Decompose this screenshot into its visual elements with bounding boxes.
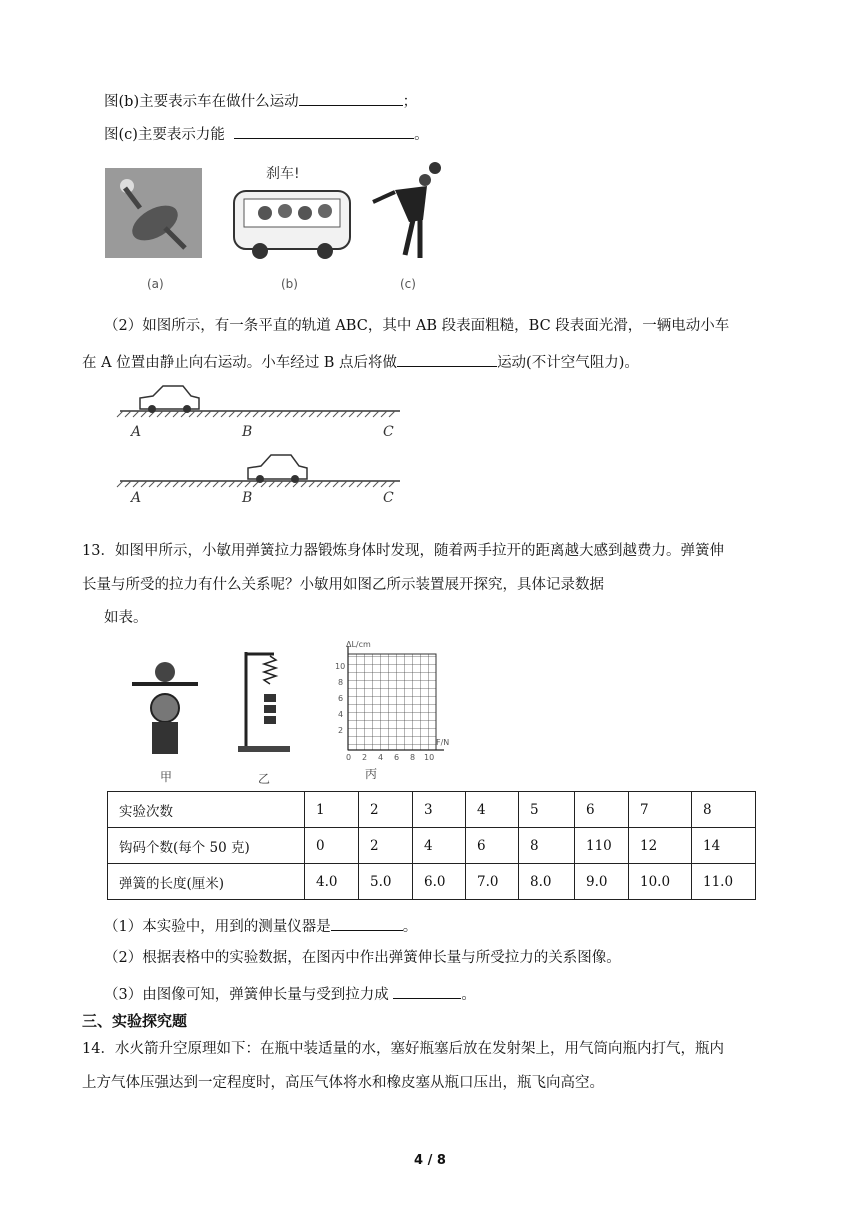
table-cell: 6	[466, 828, 519, 864]
bus-icon	[230, 163, 355, 263]
row-header: 弹簧的长度(厘米)	[108, 864, 305, 900]
empty-grid-graph	[332, 640, 452, 768]
answer-blank	[234, 122, 414, 139]
graph-x-tick: 10	[424, 753, 435, 762]
person-spring-expander-icon	[130, 656, 200, 756]
q13-sub3: （3）由图像可知，弹簧伸长量与受到拉力成 。	[104, 982, 476, 1005]
q12-c-line: 图(c)主要表示力能 。	[104, 122, 429, 145]
answer-blank	[299, 89, 403, 106]
table-row	[108, 864, 756, 900]
figure-jia-label: 甲	[160, 770, 173, 784]
table-cell: 0	[305, 828, 359, 864]
figure-b-bus	[230, 163, 355, 263]
graph-x-tick: 0	[346, 753, 352, 762]
graph-x-tick: 8	[410, 753, 416, 762]
spring-stand-icon	[238, 648, 290, 754]
figure-yi-label: 乙	[258, 772, 271, 786]
track2-label-c: C	[383, 490, 394, 506]
track-diagram	[115, 378, 405, 508]
graph-y-tick: 6	[338, 694, 344, 703]
graph-y-tick: 10	[335, 662, 346, 671]
table-cell: 9.0	[575, 864, 629, 900]
answer-blank	[397, 350, 497, 367]
table-cell: 14	[692, 828, 756, 864]
graph-y-tick: 8	[338, 678, 344, 687]
figure-c-header	[365, 160, 445, 265]
section-heading: 三、实验探究题	[82, 1012, 188, 1030]
q12-part2-line1: （2）如图所示，有一条平直的轨道 ABC，其中 AB 段表面粗糙，BC 段表面光滑，一辆电动小车	[104, 318, 730, 334]
table-cell: 6	[575, 792, 629, 828]
table-cell: 6.0	[413, 864, 466, 900]
q13-line1: 13．如图甲所示，小敏用弹簧拉力器锻炼身体时发现，随着两手拉开的距离越大感到越费力。弹簧伸	[82, 543, 724, 559]
table-cell: 4	[466, 792, 519, 828]
graph-x-tick: 4	[378, 753, 384, 762]
table-cell: 7.0	[466, 864, 519, 900]
table-cell: 3	[413, 792, 466, 828]
q13-line3: 如表。	[104, 610, 148, 626]
graph-y-tick: 2	[338, 726, 344, 735]
figure-yi	[238, 648, 290, 754]
athlete-kick-icon	[105, 168, 202, 258]
table-cell: 10.0	[629, 864, 692, 900]
page-number: 4 / 8	[414, 1153, 446, 1168]
table-cell: 5	[519, 792, 575, 828]
player-header-icon	[365, 160, 445, 265]
track1-label-c: C	[383, 424, 394, 440]
table-cell: 110	[575, 828, 629, 864]
figure-jia	[130, 656, 200, 756]
figure-a-label: (a)	[147, 277, 164, 291]
answer-blank	[393, 982, 461, 999]
figure-bing-graph	[332, 640, 452, 768]
answer-blank	[331, 914, 403, 931]
table-cell: 4	[413, 828, 466, 864]
track1-label-b: B	[242, 424, 253, 440]
figure-b-label: (b)	[281, 277, 298, 291]
brake-banner: 刹车!	[266, 166, 300, 182]
graph-x-tick: 6	[394, 753, 400, 762]
table-cell: 2	[359, 828, 413, 864]
table-cell: 8.0	[519, 864, 575, 900]
table-cell: 5.0	[359, 864, 413, 900]
graph-y-label: ΔL/cm	[346, 640, 371, 649]
row-header: 实验次数	[108, 792, 305, 828]
table-cell: 7	[629, 792, 692, 828]
table-cell: 11.0	[692, 864, 756, 900]
graph-y-tick: 4	[338, 710, 344, 719]
figure-a-photo	[105, 168, 202, 258]
table-cell: 12	[629, 828, 692, 864]
q12-part2-line2: 在 A 位置由静止向右运动。小车经过 B 点后将做 运动(不计空气阻力)。	[82, 350, 639, 373]
figure-c-label: (c)	[400, 277, 416, 291]
graph-x-tick: 2	[362, 753, 368, 762]
table-cell: 2	[359, 792, 413, 828]
track-figure	[115, 378, 405, 508]
figure-bing-label: 丙	[365, 767, 378, 781]
track2-label-a: A	[131, 490, 142, 506]
q13-line2: 长量与所受的拉力有什么关系呢？小敏用如图乙所示装置展开探究，具体记录数据	[82, 577, 604, 593]
q14-line2: 上方气体压强达到一定程度时，高压气体将水和橡皮塞从瓶口压出，瓶飞向高空。	[82, 1075, 604, 1091]
track2-label-b: B	[242, 490, 253, 506]
row-header: 钩码个数(每个 50 克)	[108, 828, 305, 864]
table-row	[108, 792, 756, 828]
table-cell: 4.0	[305, 864, 359, 900]
table-cell: 1	[305, 792, 359, 828]
track1-label-a: A	[131, 424, 142, 440]
graph-x-label: F/N	[436, 738, 450, 747]
q14-line1: 14．水火箭升空原理如下：在瓶中装适量的水，塞好瓶塞后放在发射架上，用气筒向瓶内打气，瓶内	[82, 1041, 724, 1057]
q13-sub2: （2）根据表格中的实验数据，在图丙中作出弹簧伸长量与所受拉力的关系图像。	[104, 950, 621, 966]
table-cell: 8	[519, 828, 575, 864]
q13-sub1: （1）本实验中，用到的测量仪器是 。	[104, 914, 417, 937]
experiment-data-table	[107, 791, 756, 900]
table-cell: 8	[692, 792, 756, 828]
q12-b-line: 图(b)主要表示车在做什么运动 ；	[104, 89, 417, 112]
table-row	[108, 828, 756, 864]
